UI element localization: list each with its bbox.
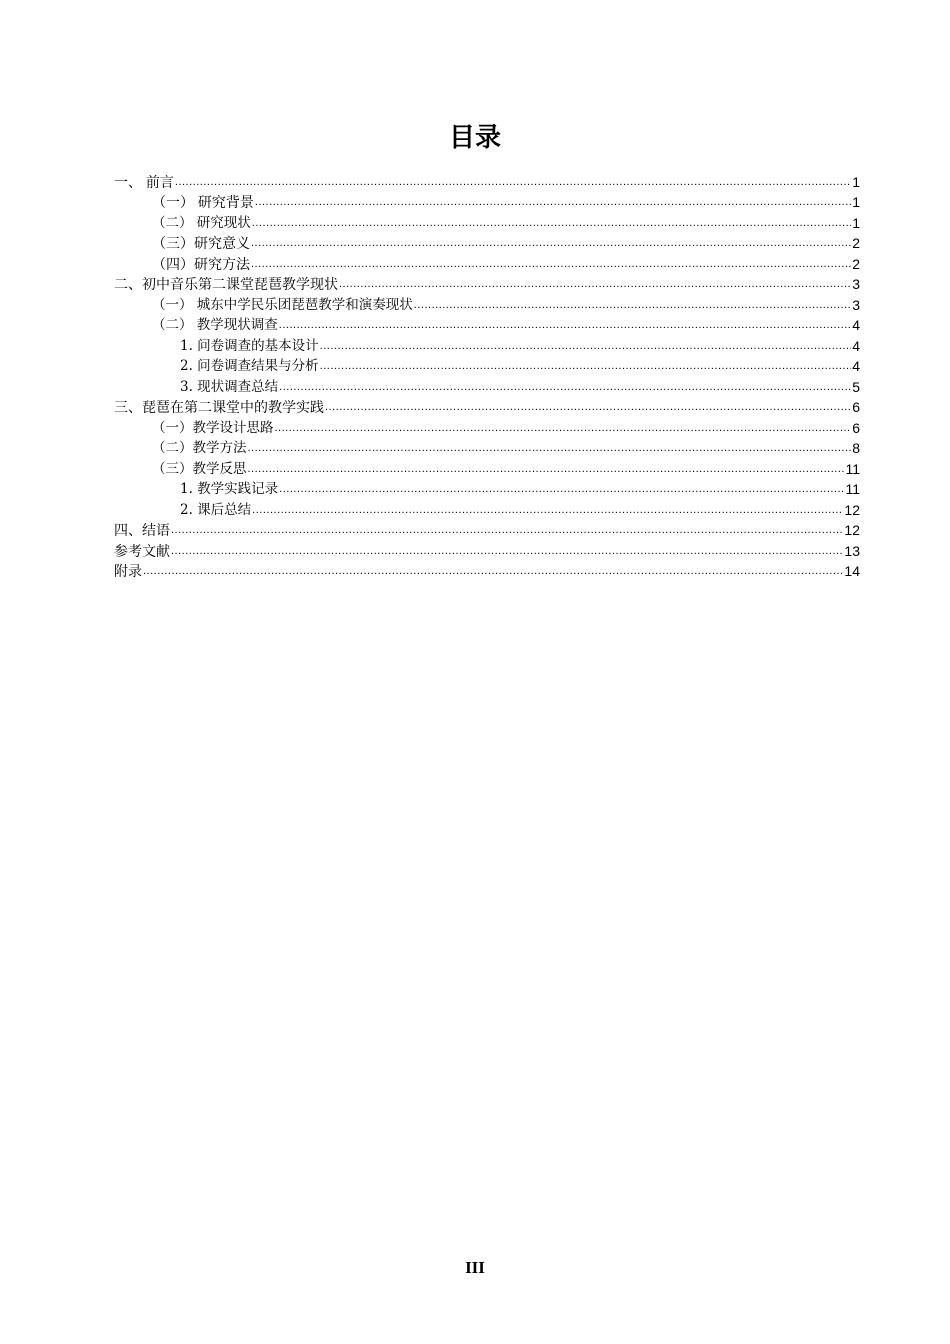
toc-entry[interactable] xyxy=(114,315,860,336)
toc-entry-text: （三）教学反思 xyxy=(152,460,247,477)
dot-leader xyxy=(143,561,843,581)
toc-entry[interactable] xyxy=(114,458,860,479)
toc-entry-text: （二） 研究现状 xyxy=(152,214,251,231)
dot-leader xyxy=(248,438,852,458)
toc-title: 目录 xyxy=(448,123,501,153)
toc-entry[interactable] xyxy=(114,335,860,356)
toc-entry-text: 一、 前言 xyxy=(114,173,174,190)
toc-entry-text: （四）研究方法 xyxy=(152,255,250,272)
toc-entry-page: 4 xyxy=(852,358,860,374)
toc-entry[interactable] xyxy=(114,233,860,254)
toc-entry-text: 1. 问卷调查的基本设计 xyxy=(180,337,319,354)
toc-entry-page: 1 xyxy=(852,194,860,210)
toc-entry[interactable] xyxy=(114,212,860,233)
toc-entry-page: 11 xyxy=(845,460,860,477)
toc-entry-text: 二、初中音乐第二课堂琵琶教学现状 xyxy=(114,276,338,292)
dot-leader xyxy=(320,356,852,376)
dot-leader xyxy=(414,295,851,315)
toc-entry-text: 参考文献 xyxy=(114,542,170,559)
toc-entry-text: （三）研究意义 xyxy=(152,235,250,251)
toc-entry[interactable] xyxy=(114,561,860,582)
dot-leader xyxy=(252,500,843,520)
toc-entry[interactable] xyxy=(114,438,860,459)
toc-entry-page: 2 xyxy=(852,235,860,251)
dot-leader xyxy=(325,397,851,417)
toc-entry-text: 2. 问卷调查结果与分析 xyxy=(180,358,319,374)
toc-entry[interactable] xyxy=(114,294,860,315)
dot-leader xyxy=(339,274,851,294)
dot-leader xyxy=(175,172,851,192)
dot-leader xyxy=(171,541,843,561)
toc-entry[interactable] xyxy=(114,499,860,520)
toc-entry[interactable] xyxy=(114,356,860,377)
dot-leader xyxy=(255,192,851,212)
toc-entry[interactable] xyxy=(114,376,860,397)
dot-leader xyxy=(248,459,845,479)
toc-entry-page: 3 xyxy=(852,276,860,292)
toc-entry[interactable] xyxy=(114,192,860,213)
dot-leader xyxy=(251,233,851,253)
toc-entry-text: （一）教学设计思路 xyxy=(152,419,274,436)
toc-entry-page: 3 xyxy=(852,296,860,313)
dot-leader xyxy=(279,315,851,335)
toc-entry-page: 11 xyxy=(845,481,860,497)
toc-entry-text: 四、结语 xyxy=(114,522,170,538)
page-number-footer: III xyxy=(465,1258,485,1277)
toc-entry-text: （一） 城东中学民乐团琵琶教学和演奏现状 xyxy=(152,296,413,313)
toc-entry[interactable] xyxy=(114,479,860,500)
toc-entry-page: 1 xyxy=(852,214,860,231)
toc-entry-page: 4 xyxy=(852,317,860,333)
toc-entry-page: 12 xyxy=(844,501,860,518)
toc-entry-text: （一） 研究背景 xyxy=(152,194,254,210)
dot-leader xyxy=(279,377,851,397)
dot-leader xyxy=(252,213,851,233)
table-of-contents xyxy=(114,171,860,581)
toc-entry-page: 1 xyxy=(852,173,860,190)
toc-entry-page: 13 xyxy=(844,542,860,559)
toc-entry[interactable] xyxy=(114,397,860,418)
toc-entry[interactable] xyxy=(114,417,860,438)
toc-entry-page: 2 xyxy=(852,255,860,272)
toc-entry-page: 5 xyxy=(852,378,860,395)
toc-entry-page: 12 xyxy=(844,522,860,538)
toc-entry-text: （二）教学方法 xyxy=(152,440,247,456)
toc-entry-page: 8 xyxy=(852,440,860,456)
toc-entry-page: 4 xyxy=(852,337,860,354)
toc-entry-text: 1. 教学实践记录 xyxy=(180,481,279,497)
toc-entry[interactable] xyxy=(114,520,860,541)
toc-entry[interactable] xyxy=(114,171,860,192)
toc-entry[interactable] xyxy=(114,540,860,561)
toc-entry-text: 2. 课后总结 xyxy=(180,501,252,518)
toc-entry-text: 三、琵琶在第二课堂中的教学实践 xyxy=(114,399,324,415)
toc-entry-page: 6 xyxy=(852,419,860,436)
toc-entry-text: （二） 教学现状调查 xyxy=(152,317,278,333)
toc-entry-page: 14 xyxy=(844,563,860,579)
dot-leader xyxy=(275,418,852,438)
toc-entry-text: 3. 现状调查总结 xyxy=(180,378,279,395)
dot-leader xyxy=(171,520,843,540)
dot-leader xyxy=(320,336,852,356)
toc-entry[interactable] xyxy=(114,253,860,274)
dot-leader xyxy=(251,254,851,274)
dot-leader xyxy=(279,479,844,499)
toc-entry[interactable] xyxy=(114,274,860,295)
toc-entry-page: 6 xyxy=(852,399,860,415)
toc-entry-text: 附录 xyxy=(114,563,142,579)
